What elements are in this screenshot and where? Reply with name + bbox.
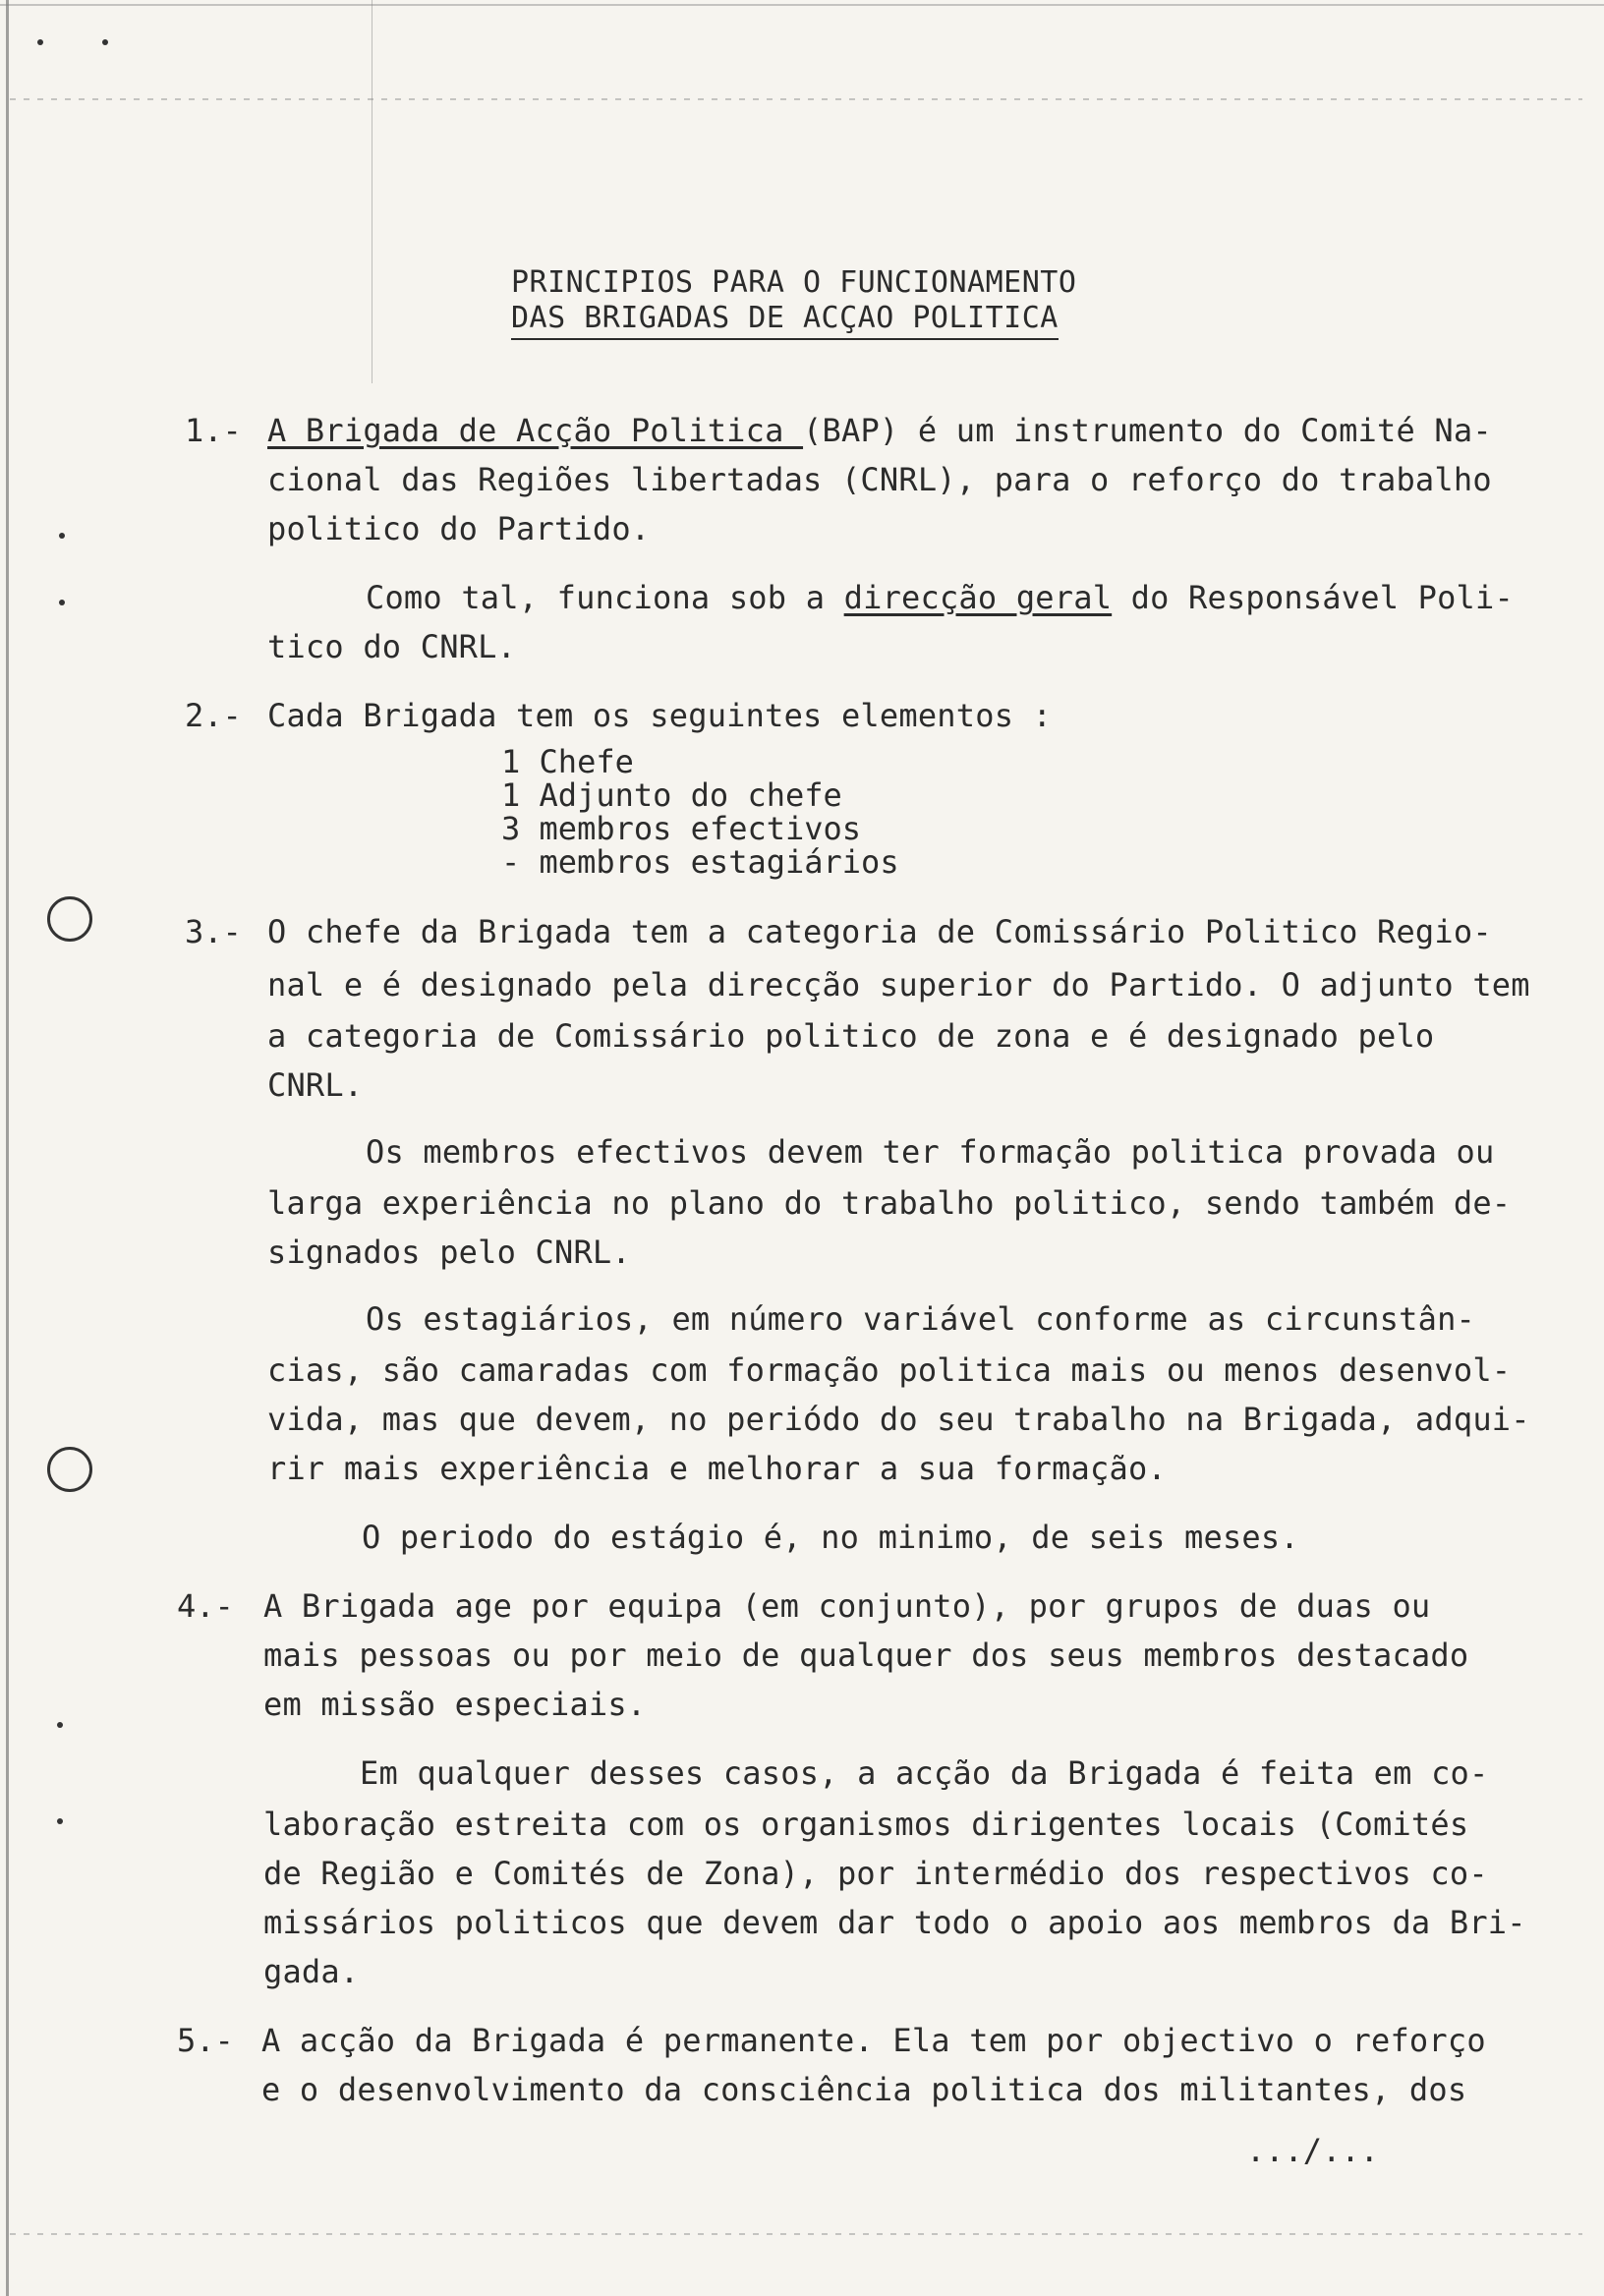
section-3-line-4: CNRL. xyxy=(267,1066,364,1104)
speck xyxy=(37,39,43,45)
section-4-line-1: A Brigada age por equipa (em conjunto), por grupos de duas ou xyxy=(263,1587,1431,1625)
section-number-2: 2.- xyxy=(185,697,242,734)
page-edge xyxy=(6,0,9,2296)
section-1-paragraph-2-line-2: tico do CNRL. xyxy=(267,628,517,665)
speck xyxy=(59,533,65,539)
direccao-geral-underlined: direcção geral xyxy=(843,579,1113,616)
scan-artifact-top xyxy=(10,98,1582,100)
section-3-line-3: a categoria de Comissário politico de zona e é designado pelo xyxy=(267,1017,1435,1055)
element-item: 3 membros efectivos xyxy=(501,810,862,847)
section-3-paragraph-2-line-3: signados pelo CNRL. xyxy=(267,1234,631,1271)
section-3-paragraph-3-line-1: Os estagiários, em número variável conforme as circunstân- xyxy=(366,1300,1476,1338)
section-1-paragraph-2-line-1: Como tal, funciona sob a direcção geral do Responsável Poli- xyxy=(366,579,1514,616)
section-3-line-2: nal e é designado pela direcção superior do Partido. O adjunto tem xyxy=(267,966,1530,1004)
section-1-underlined-term: A Brigada de Acção Politica xyxy=(267,412,804,449)
element-item: 1 Adjunto do chefe xyxy=(501,776,842,814)
speck xyxy=(57,1722,63,1728)
section-3-paragraph-3-line-4: rir mais experiência e melhorar a sua formação. xyxy=(267,1450,1167,1487)
element-item: 1 Chefe xyxy=(501,743,634,780)
section-1-line-1: A Brigada de Acção Politica (BAP) é um instrumento do Comité Na- xyxy=(267,412,1492,449)
punch-hole xyxy=(47,1447,92,1492)
page-edge-top xyxy=(0,4,1604,6)
scan-artifact-bottom xyxy=(10,2233,1582,2235)
punch-hole xyxy=(47,896,92,942)
section-number-4: 4.- xyxy=(177,1587,234,1625)
section-4-line-2: mais pessoas ou por meio de qualquer dos seus membros destacado xyxy=(263,1636,1469,1674)
speck xyxy=(59,600,65,605)
section-1-line-3: politico do Partido. xyxy=(267,510,651,547)
title-line-2: DAS BRIGADAS DE ACÇAO POLITICA xyxy=(511,301,1059,340)
section-number-3: 3.- xyxy=(185,913,242,950)
section-2-intro: Cada Brigada tem os seguintes elementos : xyxy=(267,697,1053,734)
section-1-line-2: cional das Regiões libertadas (CNRL), para o reforço do trabalho xyxy=(267,461,1492,498)
section-4-paragraph-2-line-3: de Região e Comités de Zona), por intermédio dos respectivos co- xyxy=(263,1855,1488,1892)
title-line-1: PRINCIPIOS PARA O FUNCIONAMENTO xyxy=(511,265,1077,300)
section-4-paragraph-2-line-4: missários politicos que devem dar todo o apoio aos membros da Bri- xyxy=(263,1904,1526,1941)
section-number-1: 1.- xyxy=(185,412,242,449)
section-5-line-1: A acção da Brigada é permanente. Ela tem por objectivo o reforço xyxy=(261,2022,1486,2059)
speck xyxy=(57,1818,63,1824)
section-3-paragraph-3-line-2: cias, são camaradas com formação politica mais ou menos desenvol- xyxy=(267,1351,1512,1389)
section-3-paragraph-2-line-2: larga experiência no plano do trabalho politico, sendo também de- xyxy=(267,1184,1512,1222)
section-4-paragraph-2-line-2: laboração estreita com os organismos dirigentes locais (Comités xyxy=(263,1806,1469,1843)
continuation-marker: .../... xyxy=(1246,2132,1379,2169)
section-5-line-2: e o desenvolvimento da consciência politica dos militantes, dos xyxy=(261,2071,1467,2108)
section-4-paragraph-2-line-5: gada. xyxy=(263,1953,360,1990)
section-4-paragraph-2-line-1: Em qualquer desses casos, a acção da Brigada é feita em co- xyxy=(360,1754,1489,1792)
section-number-5: 5.- xyxy=(177,2022,234,2059)
section-3-line-1: O chefe da Brigada tem a categoria de Comissário Politico Regio- xyxy=(267,913,1492,950)
section-3-paragraph-3-line-3: vida, mas que devem, no periódo do seu trabalho na Brigada, adqui- xyxy=(267,1401,1530,1438)
element-item: - membros estagiários xyxy=(501,843,899,881)
section-3-paragraph-4-line-1: O periodo do estágio é, no minimo, de seis meses. xyxy=(362,1519,1299,1556)
speck xyxy=(102,39,108,45)
section-3-paragraph-2-line-1: Os membros efectivos devem ter formação politica provada ou xyxy=(366,1133,1495,1171)
section-4-line-3: em missão especiais. xyxy=(263,1686,647,1723)
document-title xyxy=(511,265,1076,340)
